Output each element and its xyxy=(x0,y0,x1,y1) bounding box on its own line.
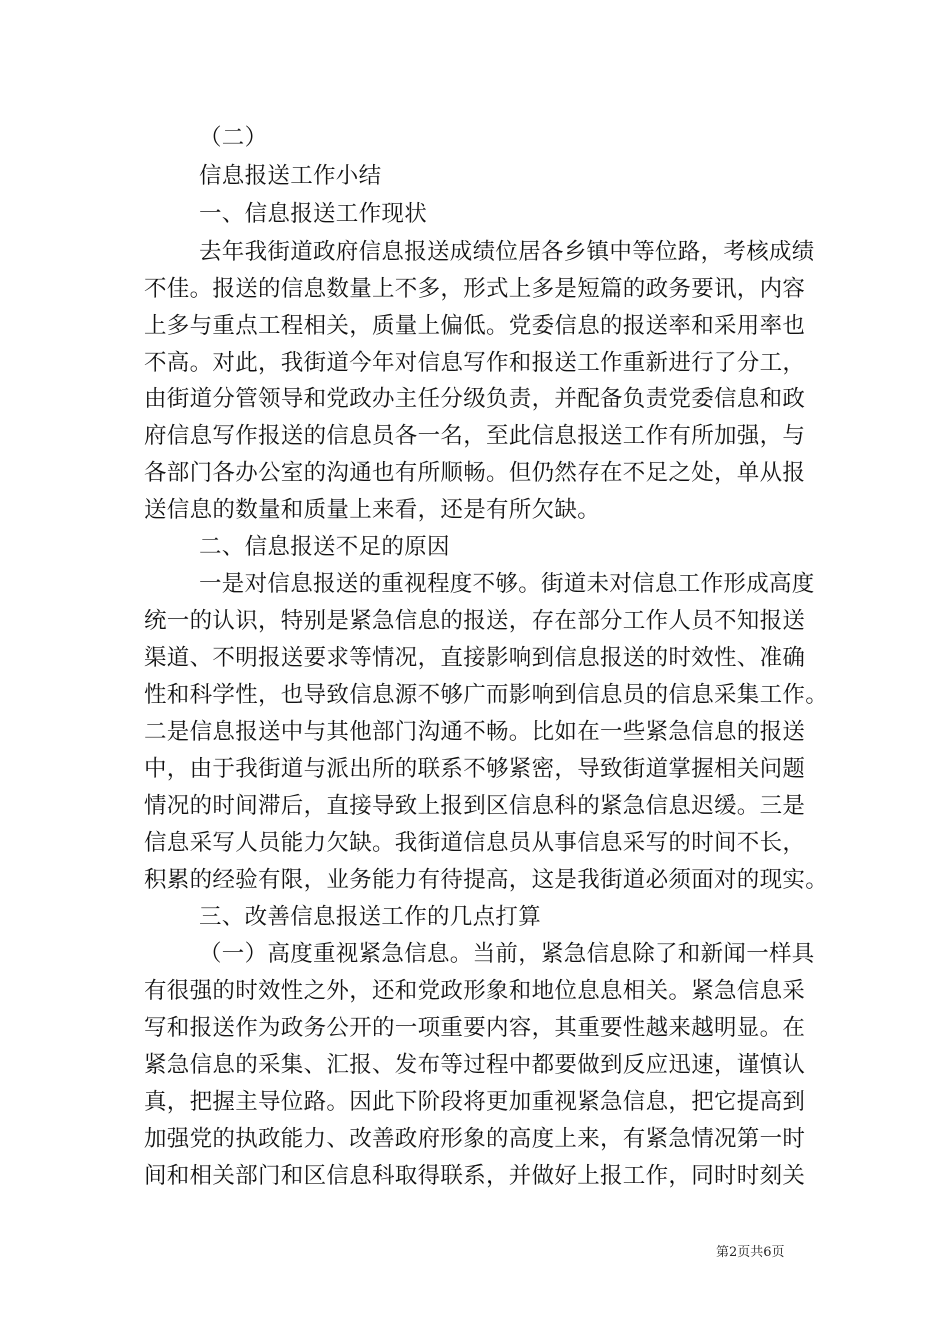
paragraph-line: 府信息写作报送的信息员各一名，至此信息报送工作有所加强，与 xyxy=(144,423,806,449)
heading-1: 一、信息报送工作现状 xyxy=(199,201,428,227)
paragraph-line: 中，由于我街道与派出所的联系不够紧密，导致街道掌握相关问题 xyxy=(144,756,806,782)
paragraph-line: 不佳。报送的信息数量上不多，形式上多是短篇的政务要讯，内容 xyxy=(144,276,806,302)
paragraph-line: 二是信息报送中与其他部门沟通不畅。比如在一些紧急信息的报送 xyxy=(144,719,806,745)
document-title: 信息报送工作小结 xyxy=(199,163,382,189)
paragraph-line: 由街道分管领导和党政办主任分级负责，并配备负责党委信息和政 xyxy=(144,386,806,412)
paragraph-line: 送信息的数量和质量上来看，还是有所欠缺。 xyxy=(144,497,601,523)
paragraph-line: 去年我街道政府信息报送成绩位居各乡镇中等位路，考核成绩 xyxy=(199,239,815,265)
paragraph-line: 各部门各办公室的沟通也有所顺畅。但仍然存在不足之处，单从报 xyxy=(144,460,806,486)
paragraph-line: 有很强的时效性之外，还和党政形象和地位息息相关。紧急信息采 xyxy=(144,978,806,1004)
page-number-footer: 第2页共6页 xyxy=(716,1245,785,1260)
paragraph-line: 上多与重点工程相关，质量上偏低。党委信息的报送率和采用率也 xyxy=(144,313,806,339)
paragraph-line: 真，把握主导位路。因此下阶段将更加重视紧急信息，把它提高到 xyxy=(144,1089,806,1115)
section-number: （二） xyxy=(199,125,268,151)
paragraph-line: 紧急信息的采集、汇报、发布等过程中都要做到反应迅速，谨慎认 xyxy=(144,1052,806,1078)
paragraph-line: 写和报送作为政务公开的一项重要内容，其重要性越来越明显。在 xyxy=(144,1015,806,1041)
paragraph-line: 一是对信息报送的重视程度不够。街道未对信息工作形成高度 xyxy=(199,571,815,597)
paragraph-line: 信息采写人员能力欠缺。我街道信息员从事信息采写的时间不长， xyxy=(144,830,806,856)
heading-2: 二、信息报送不足的原因 xyxy=(199,534,450,560)
paragraph-line: 积累的经验有限，业务能力有待提高，这是我街道必须面对的现实。 xyxy=(144,867,829,893)
paragraph-line: 间和相关部门和区信息科取得联系，并做好上报工作，同时时刻关 xyxy=(144,1163,806,1189)
paragraph-line: 统一的认识，特别是紧急信息的报送，存在部分工作人员不知报送 xyxy=(144,608,806,634)
heading-3: 三、改善信息报送工作的几点打算 xyxy=(199,904,542,930)
paragraph-line: 性和科学性，也导致信息源不够广而影响到信息员的信息采集工作。 xyxy=(144,682,829,708)
paragraph-line: 不高。对此，我街道今年对信息写作和报送工作重新进行了分工， xyxy=(144,350,806,376)
paragraph-line: 渠道、不明报送要求等情况，直接影响到信息报送的时效性、准确 xyxy=(144,645,806,671)
paragraph-line: 加强党的执政能力、改善政府形象的高度上来，有紧急情况第一时 xyxy=(144,1126,806,1152)
paragraph-line: 情况的时间滞后，直接导致上报到区信息科的紧急信息迟缓。三是 xyxy=(144,793,806,819)
paragraph-line: （一）高度重视紧急信息。当前，紧急信息除了和新闻一样具 xyxy=(199,941,815,967)
